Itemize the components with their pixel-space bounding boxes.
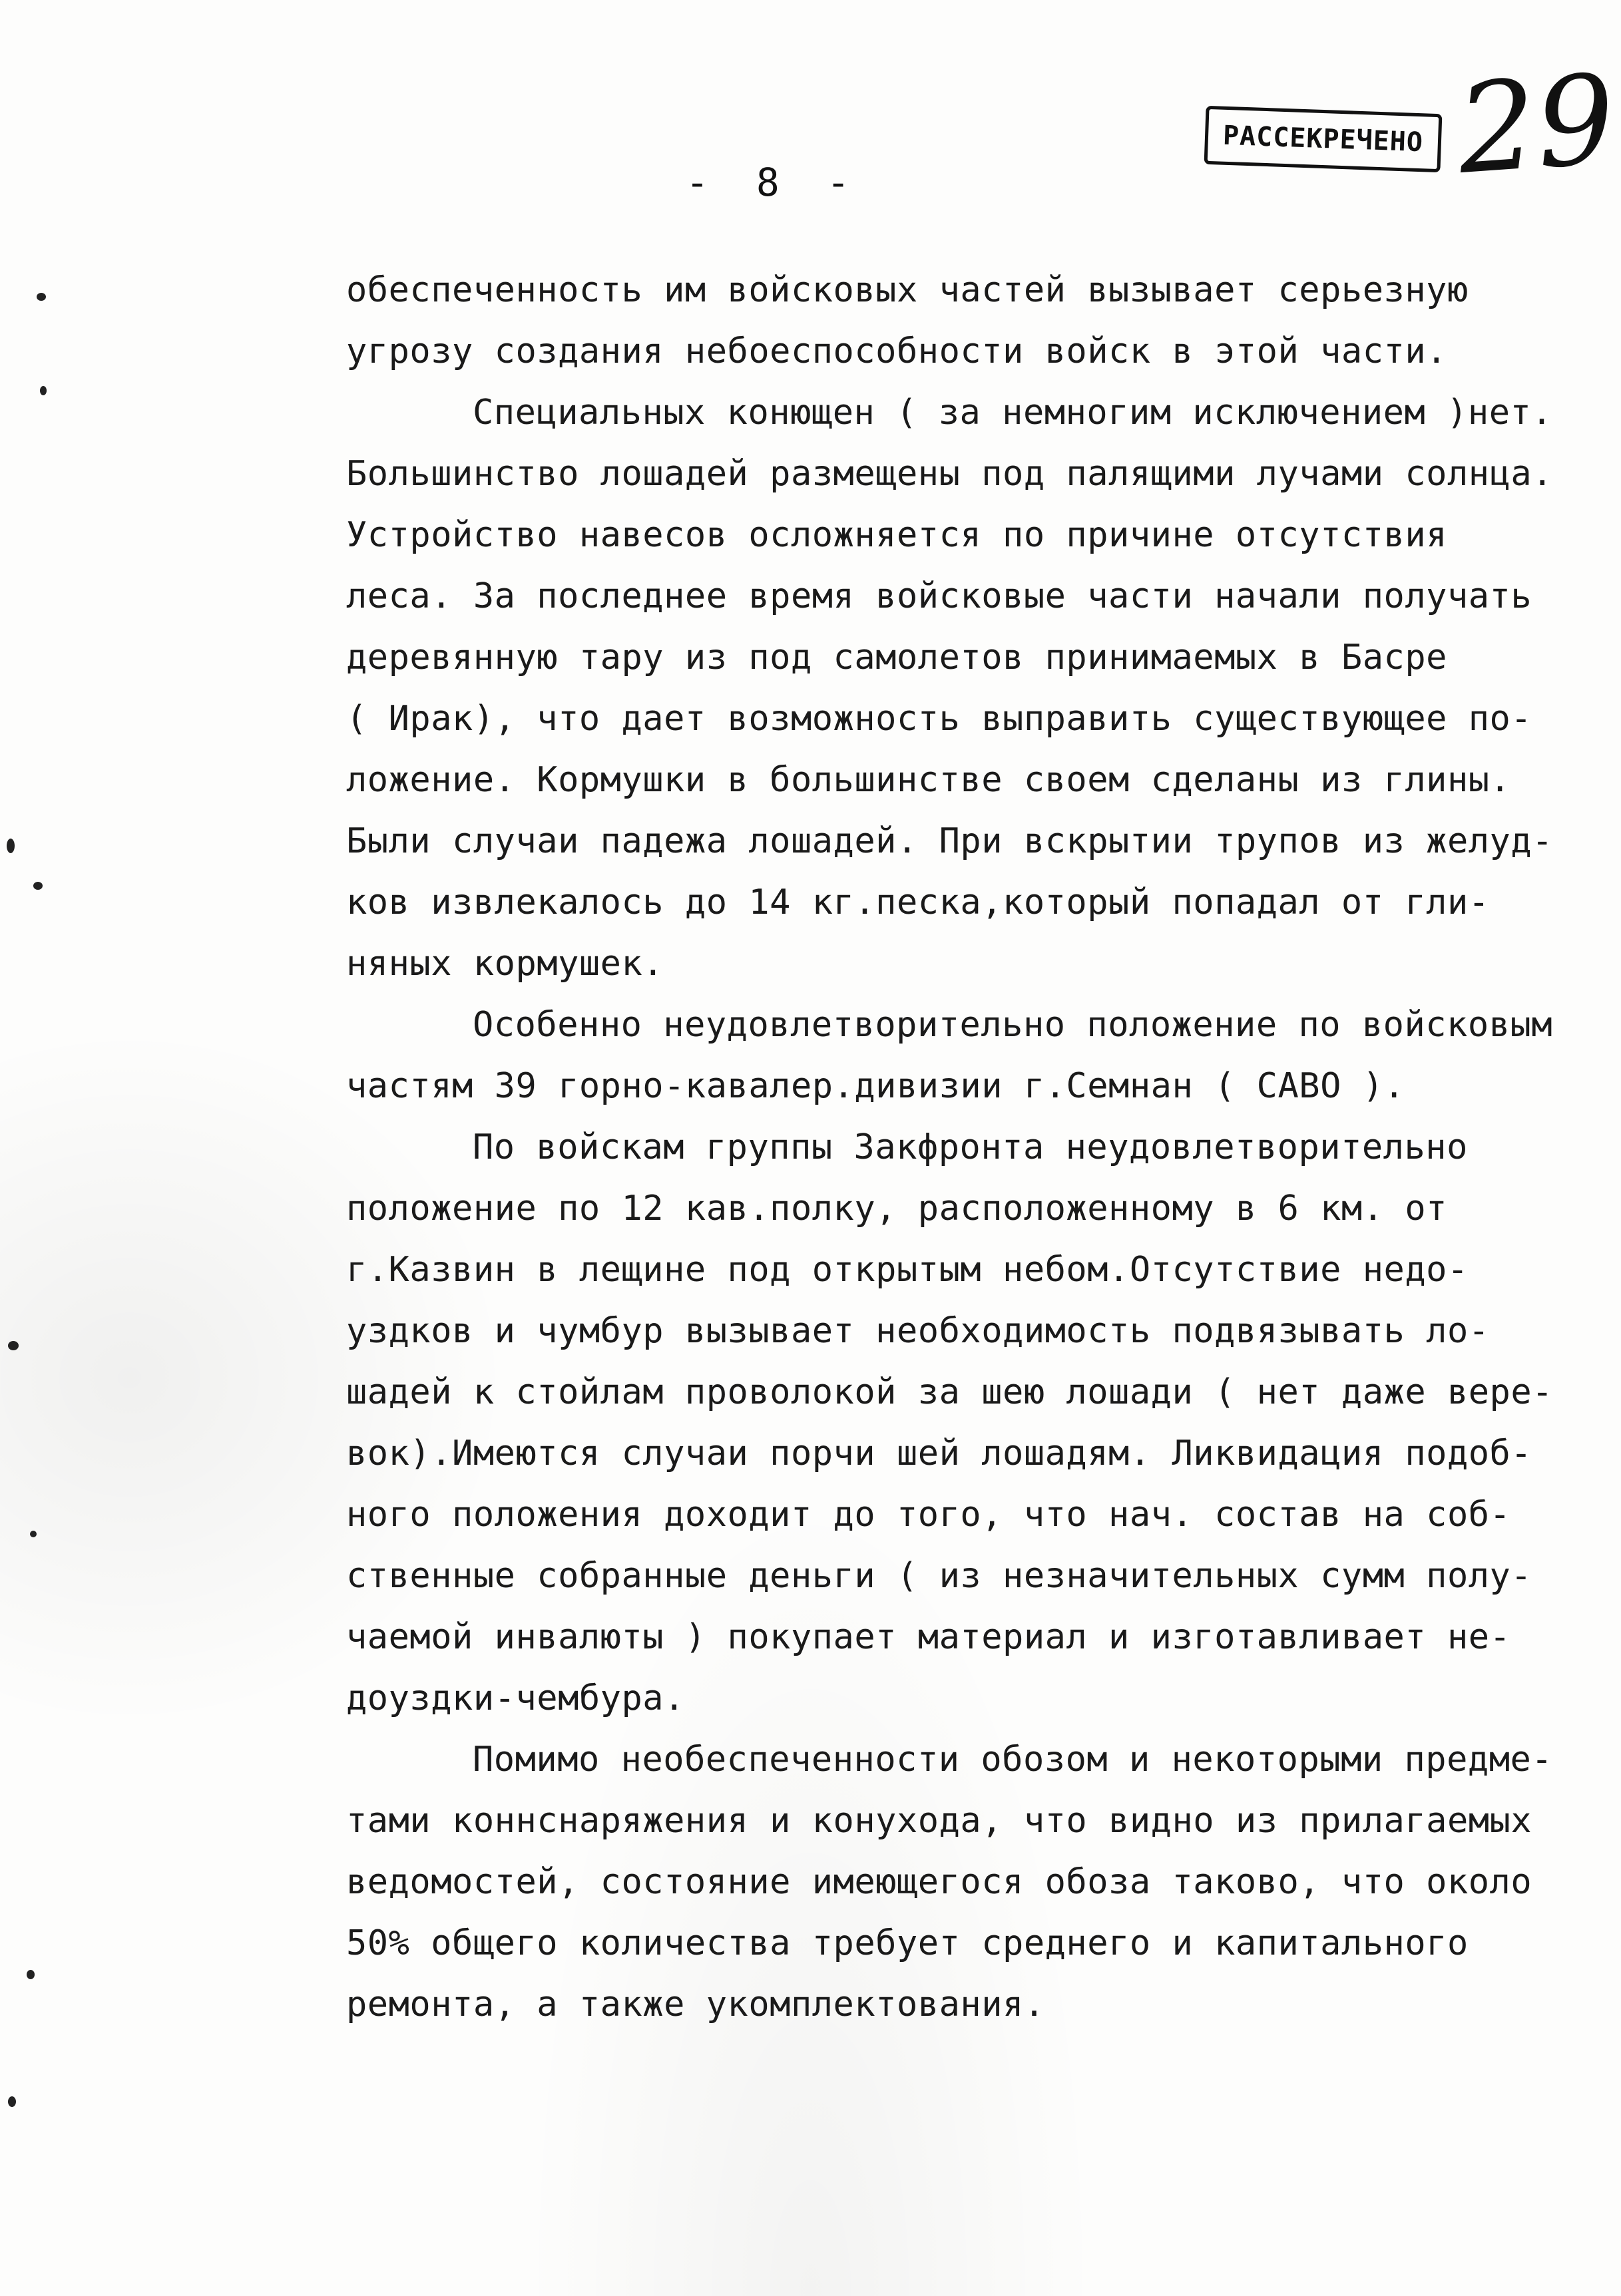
text-line: Устройство навесов осложняется по причине отсутствия: [346, 515, 1447, 555]
text-line: положение по 12 кав.полку, расположенному в 6 км. от: [346, 1189, 1447, 1229]
text-line: Большинство лошадей размещены под палящими лучами солнца.: [346, 454, 1553, 494]
text-line: шадей к стойлам проволокой за шею лошади ( нет даже вере-: [346, 1372, 1553, 1412]
text-line: ремонта, а также укомплектования.: [346, 1985, 1045, 2024]
scan-speck: [27, 1970, 35, 1979]
text-line: доуздки-чембура.: [346, 1678, 685, 1718]
text-line: няных кормушек.: [346, 944, 664, 984]
text-line: обеспеченность им войсковых частей вызывает серьезную: [346, 270, 1469, 310]
scan-speck: [8, 2096, 16, 2107]
declassified-stamp: РАССЕКРЕЧЕНО: [1204, 106, 1443, 172]
text-line: Были случаи падежа лошадей. При вскрытии трупов из желуд-: [346, 821, 1553, 861]
text-line: По войскам группы Закфронта неудовлетворительно: [473, 1127, 1468, 1167]
handwritten-sheet-number: 29: [1453, 47, 1620, 202]
text-line: уздков и чумбур вызывает необходимость подвязывать ло-: [346, 1311, 1490, 1351]
text-line: чаемой инвалюты ) покупает материал и изготавливает не-: [346, 1617, 1511, 1657]
scan-speck: [37, 293, 46, 301]
scan-speck: [8, 1341, 19, 1350]
document-body: [346, 260, 1598, 2035]
text-line: угрозу создания небоеспособности войск в этой части.: [346, 331, 1447, 371]
text-line: тами коннснаряжения и конухода, что видно из прилагаемых: [346, 1801, 1532, 1841]
text-line: частям 39 горно-кавалер.дивизии г.Семнан ( САВО ).: [346, 1066, 1405, 1106]
text-line: Особенно неудовлетворительно положение по войсковым: [473, 1005, 1553, 1045]
text-line: деревянную тару из под самолетов принимаемых в Басре: [346, 638, 1447, 677]
scan-speck: [7, 839, 15, 853]
text-line: Специальных конющен ( за немногим исключением )нет.: [473, 393, 1553, 433]
text-line: ложение. Кормушки в большинстве своем сделаны из глины.: [346, 760, 1511, 800]
text-line: ведомостей, состояние имеющегося обоза таково, что около: [346, 1862, 1532, 1902]
text-line: ственные собранные деньги ( из незначительных сумм полу-: [346, 1556, 1532, 1596]
text-line: 50% общего количества требует среднего и капитального: [346, 1923, 1469, 1963]
text-line: ного положения доходит до того, что нач. состав на соб-: [346, 1495, 1511, 1535]
text-line: ков извлекалось до 14 кг.песка,который попадал от гли-: [346, 882, 1490, 922]
text-line: вок).Имеются случаи порчи шей лошадям. Ликвидация подоб-: [346, 1434, 1532, 1473]
scan-speck: [30, 1531, 37, 1537]
text-line: г.Казвин в лещине под открытым небом.Отсутствие недо-: [346, 1250, 1469, 1290]
scan-speck: [33, 882, 43, 890]
page-number: - 8 -: [686, 160, 862, 205]
scan-speck: [40, 386, 47, 395]
text-line: Помимо необеспеченности обозом и некоторыми предме-: [473, 1740, 1553, 1780]
text-line: леса. За последнее время войсковые части начали получать: [346, 576, 1532, 616]
text-line: ( Ирак), что дает возможность выправить существующее по-: [346, 699, 1532, 739]
